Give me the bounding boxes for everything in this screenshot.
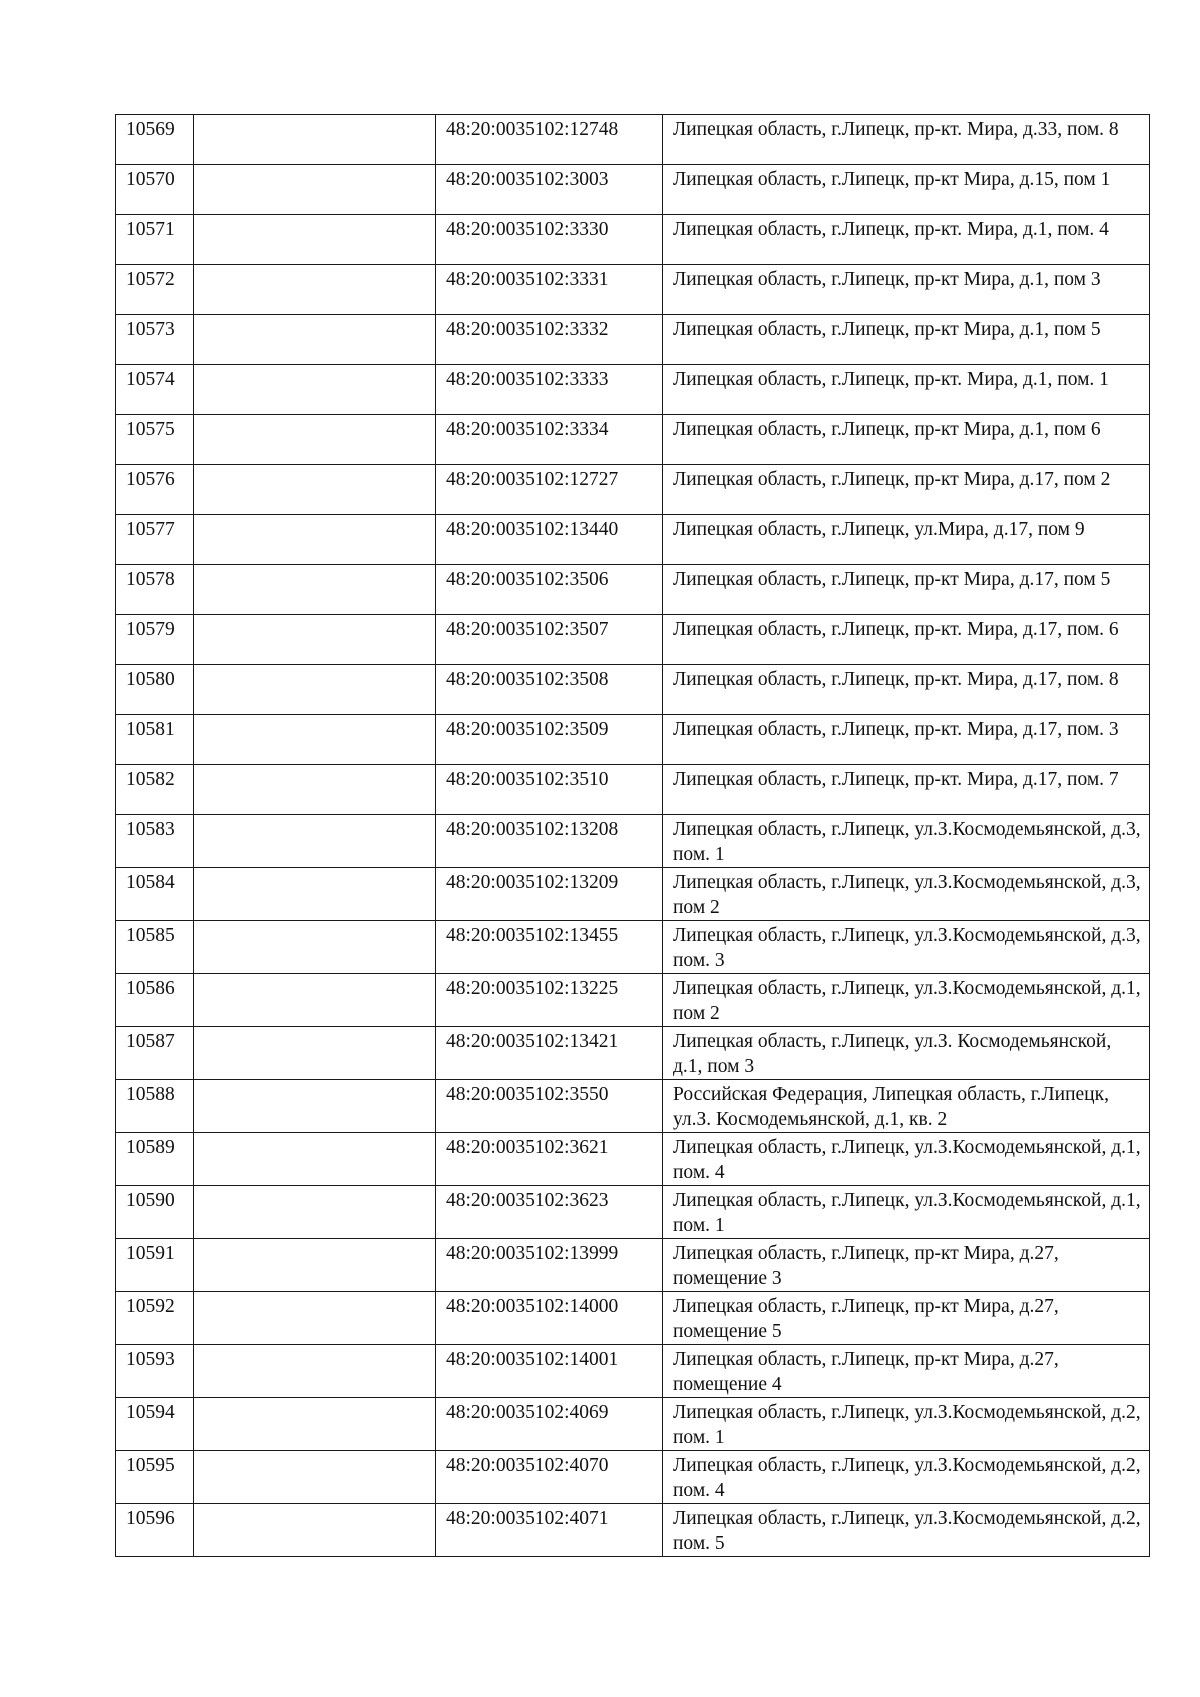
cadastral-number: 48:20:0035102:3330 (436, 215, 663, 265)
cadastral-number: 48:20:0035102:14001 (436, 1345, 663, 1398)
address-cell: Липецкая область, г.Липецк, пр-кт. Мира, д.1, пом. 4 (663, 215, 1150, 265)
property-table (115, 114, 1150, 1557)
cadastral-number: 48:20:0035102:13455 (436, 921, 663, 974)
address-cell: Липецкая область, г.Липецк, пр-кт. Мира, д.17, пом. 6 (663, 615, 1150, 665)
table-row (116, 868, 1150, 921)
object-name-cell (194, 465, 436, 515)
row-number: 10576 (116, 465, 194, 515)
row-number: 10577 (116, 515, 194, 565)
row-number: 10594 (116, 1398, 194, 1451)
cadastral-number: 48:20:0035102:14000 (436, 1292, 663, 1345)
cadastral-number: 48:20:0035102:12748 (436, 115, 663, 165)
object-name-cell (194, 921, 436, 974)
table-row (116, 715, 1150, 765)
table-row (116, 1451, 1150, 1504)
object-name-cell (194, 265, 436, 315)
row-number: 10593 (116, 1345, 194, 1398)
row-number: 10585 (116, 921, 194, 974)
table-row (116, 1345, 1150, 1398)
table-row (116, 815, 1150, 868)
table-row (116, 265, 1150, 315)
table-row (116, 515, 1150, 565)
table-row (116, 565, 1150, 615)
cadastral-number: 48:20:0035102:3510 (436, 765, 663, 815)
row-number: 10575 (116, 415, 194, 465)
cadastral-number: 48:20:0035102:13225 (436, 974, 663, 1027)
table-row (116, 1186, 1150, 1239)
object-name-cell (194, 165, 436, 215)
address-cell: Липецкая область, г.Липецк, пр-кт Мира, д.1, пом 6 (663, 415, 1150, 465)
row-number: 10587 (116, 1027, 194, 1080)
row-number: 10596 (116, 1504, 194, 1557)
cadastral-number: 48:20:0035102:4070 (436, 1451, 663, 1504)
address-cell: Липецкая область, г.Липецк, ул.Мира, д.17, пом 9 (663, 515, 1150, 565)
row-number: 10573 (116, 315, 194, 365)
row-number: 10579 (116, 615, 194, 665)
row-number: 10581 (116, 715, 194, 765)
cadastral-number: 48:20:0035102:13999 (436, 1239, 663, 1292)
row-number: 10570 (116, 165, 194, 215)
address-cell: Липецкая область, г.Липецк, ул.З.Космодемьянской, д.3, пом. 1 (663, 815, 1150, 868)
cadastral-number: 48:20:0035102:3333 (436, 365, 663, 415)
object-name-cell (194, 615, 436, 665)
address-cell: Липецкая область, г.Липецк, пр-кт. Мира, д.17, пом. 8 (663, 665, 1150, 715)
address-cell: Липецкая область, г.Липецк, пр-кт Мира, д.1, пом 5 (663, 315, 1150, 365)
table-row (116, 1504, 1150, 1557)
address-cell: Липецкая область, г.Липецк, ул.З.Космодемьянской, д.1, пом. 1 (663, 1186, 1150, 1239)
address-cell: Липецкая область, г.Липецк, пр-кт. Мира, д.33, пом. 8 (663, 115, 1150, 165)
address-cell: Липецкая область, г.Липецк, пр-кт Мира, д.17, пом 5 (663, 565, 1150, 615)
table-row (116, 765, 1150, 815)
address-cell: Липецкая область, г.Липецк, ул.З.Космодемьянской, д.1, пом 2 (663, 974, 1150, 1027)
cadastral-number: 48:20:0035102:3332 (436, 315, 663, 365)
table-body (116, 115, 1150, 1557)
table-row (116, 974, 1150, 1027)
cadastral-number: 48:20:0035102:13209 (436, 868, 663, 921)
table-row (116, 1133, 1150, 1186)
object-name-cell (194, 315, 436, 365)
row-number: 10583 (116, 815, 194, 868)
address-cell: Липецкая область, г.Липецк, пр-кт. Мира, д.17, пом. 7 (663, 765, 1150, 815)
address-cell: Липецкая область, г.Липецк, ул.З.Космодемьянской, д.2, пом. 4 (663, 1451, 1150, 1504)
object-name-cell (194, 715, 436, 765)
cadastral-number: 48:20:0035102:3506 (436, 565, 663, 615)
cadastral-number: 48:20:0035102:12727 (436, 465, 663, 515)
table-row (116, 665, 1150, 715)
row-number: 10574 (116, 365, 194, 415)
cadastral-number: 48:20:0035102:3621 (436, 1133, 663, 1186)
cadastral-number: 48:20:0035102:13208 (436, 815, 663, 868)
table-row (116, 615, 1150, 665)
row-number: 10569 (116, 115, 194, 165)
table-row (116, 415, 1150, 465)
object-name-cell (194, 1504, 436, 1557)
row-number: 10578 (116, 565, 194, 615)
cadastral-number: 48:20:0035102:13421 (436, 1027, 663, 1080)
cadastral-number: 48:20:0035102:3003 (436, 165, 663, 215)
object-name-cell (194, 665, 436, 715)
cadastral-number: 48:20:0035102:3508 (436, 665, 663, 715)
object-name-cell (194, 1027, 436, 1080)
object-name-cell (194, 1398, 436, 1451)
object-name-cell (194, 815, 436, 868)
address-cell: Липецкая область, г.Липецк, пр-кт Мира, д.17, пом 2 (663, 465, 1150, 515)
cadastral-number: 48:20:0035102:13440 (436, 515, 663, 565)
row-number: 10592 (116, 1292, 194, 1345)
cadastral-number: 48:20:0035102:3509 (436, 715, 663, 765)
row-number: 10588 (116, 1080, 194, 1133)
table-row (116, 921, 1150, 974)
table-row (116, 365, 1150, 415)
table-row (116, 115, 1150, 165)
object-name-cell (194, 1292, 436, 1345)
object-name-cell (194, 1239, 436, 1292)
table-row (116, 1239, 1150, 1292)
address-cell: Липецкая область, г.Липецк, пр-кт. Мира, д.1, пом. 1 (663, 365, 1150, 415)
row-number: 10572 (116, 265, 194, 315)
address-cell: Липецкая область, г.Липецк, пр-кт Мира, д.27, помещение 3 (663, 1239, 1150, 1292)
table-row (116, 1292, 1150, 1345)
address-cell: Липецкая область, г.Липецк, пр-кт Мира, д.1, пом 3 (663, 265, 1150, 315)
address-cell: Липецкая область, г.Липецк, ул.З.Космодемьянской, д.1, пом. 4 (663, 1133, 1150, 1186)
cadastral-number: 48:20:0035102:3331 (436, 265, 663, 315)
object-name-cell (194, 565, 436, 615)
row-number: 10590 (116, 1186, 194, 1239)
table-row (116, 315, 1150, 365)
address-cell: Липецкая область, г.Липецк, ул.З.Космодемьянской, д.2, пом. 5 (663, 1504, 1150, 1557)
cadastral-number: 48:20:0035102:3550 (436, 1080, 663, 1133)
table-row (116, 165, 1150, 215)
address-cell: Липецкая область, г.Липецк, пр-кт Мира, д.15, пом 1 (663, 165, 1150, 215)
row-number: 10586 (116, 974, 194, 1027)
address-cell: Липецкая область, г.Липецк, ул.З.Космодемьянской, д.3, пом. 3 (663, 921, 1150, 974)
object-name-cell (194, 868, 436, 921)
row-number: 10582 (116, 765, 194, 815)
address-cell: Липецкая область, г.Липецк, ул.З.Космодемьянской, д.2, пом. 1 (663, 1398, 1150, 1451)
row-number: 10584 (116, 868, 194, 921)
table-row (116, 1080, 1150, 1133)
cadastral-number: 48:20:0035102:3507 (436, 615, 663, 665)
row-number: 10589 (116, 1133, 194, 1186)
object-name-cell (194, 1080, 436, 1133)
object-name-cell (194, 1186, 436, 1239)
table-row (116, 215, 1150, 265)
cadastral-number: 48:20:0035102:4071 (436, 1504, 663, 1557)
object-name-cell (194, 415, 436, 465)
object-name-cell (194, 215, 436, 265)
row-number: 10571 (116, 215, 194, 265)
address-cell: Липецкая область, г.Липецк, пр-кт Мира, д.27, помещение 5 (663, 1292, 1150, 1345)
row-number: 10591 (116, 1239, 194, 1292)
object-name-cell (194, 365, 436, 415)
address-cell: Липецкая область, г.Липецк, пр-кт Мира, д.27, помещение 4 (663, 1345, 1150, 1398)
address-cell: Липецкая область, г.Липецк, ул.З.Космодемьянской, д.3, пом 2 (663, 868, 1150, 921)
address-cell: Липецкая область, г.Липецк, ул.З. Космодемьянской, д.1, пом 3 (663, 1027, 1150, 1080)
object-name-cell (194, 765, 436, 815)
table-row (116, 465, 1150, 515)
table-row (116, 1027, 1150, 1080)
row-number: 10595 (116, 1451, 194, 1504)
cadastral-number: 48:20:0035102:3334 (436, 415, 663, 465)
object-name-cell (194, 1133, 436, 1186)
object-name-cell (194, 1345, 436, 1398)
cadastral-number: 48:20:0035102:3623 (436, 1186, 663, 1239)
address-cell: Липецкая область, г.Липецк, пр-кт. Мира, д.17, пом. 3 (663, 715, 1150, 765)
table-row (116, 1398, 1150, 1451)
object-name-cell (194, 515, 436, 565)
object-name-cell (194, 115, 436, 165)
object-name-cell (194, 974, 436, 1027)
address-cell: Российская Федерация, Липецкая область, г.Липецк, ул.З. Космодемьянской, д.1, кв. 2 (663, 1080, 1150, 1133)
object-name-cell (194, 1451, 436, 1504)
cadastral-number: 48:20:0035102:4069 (436, 1398, 663, 1451)
row-number: 10580 (116, 665, 194, 715)
